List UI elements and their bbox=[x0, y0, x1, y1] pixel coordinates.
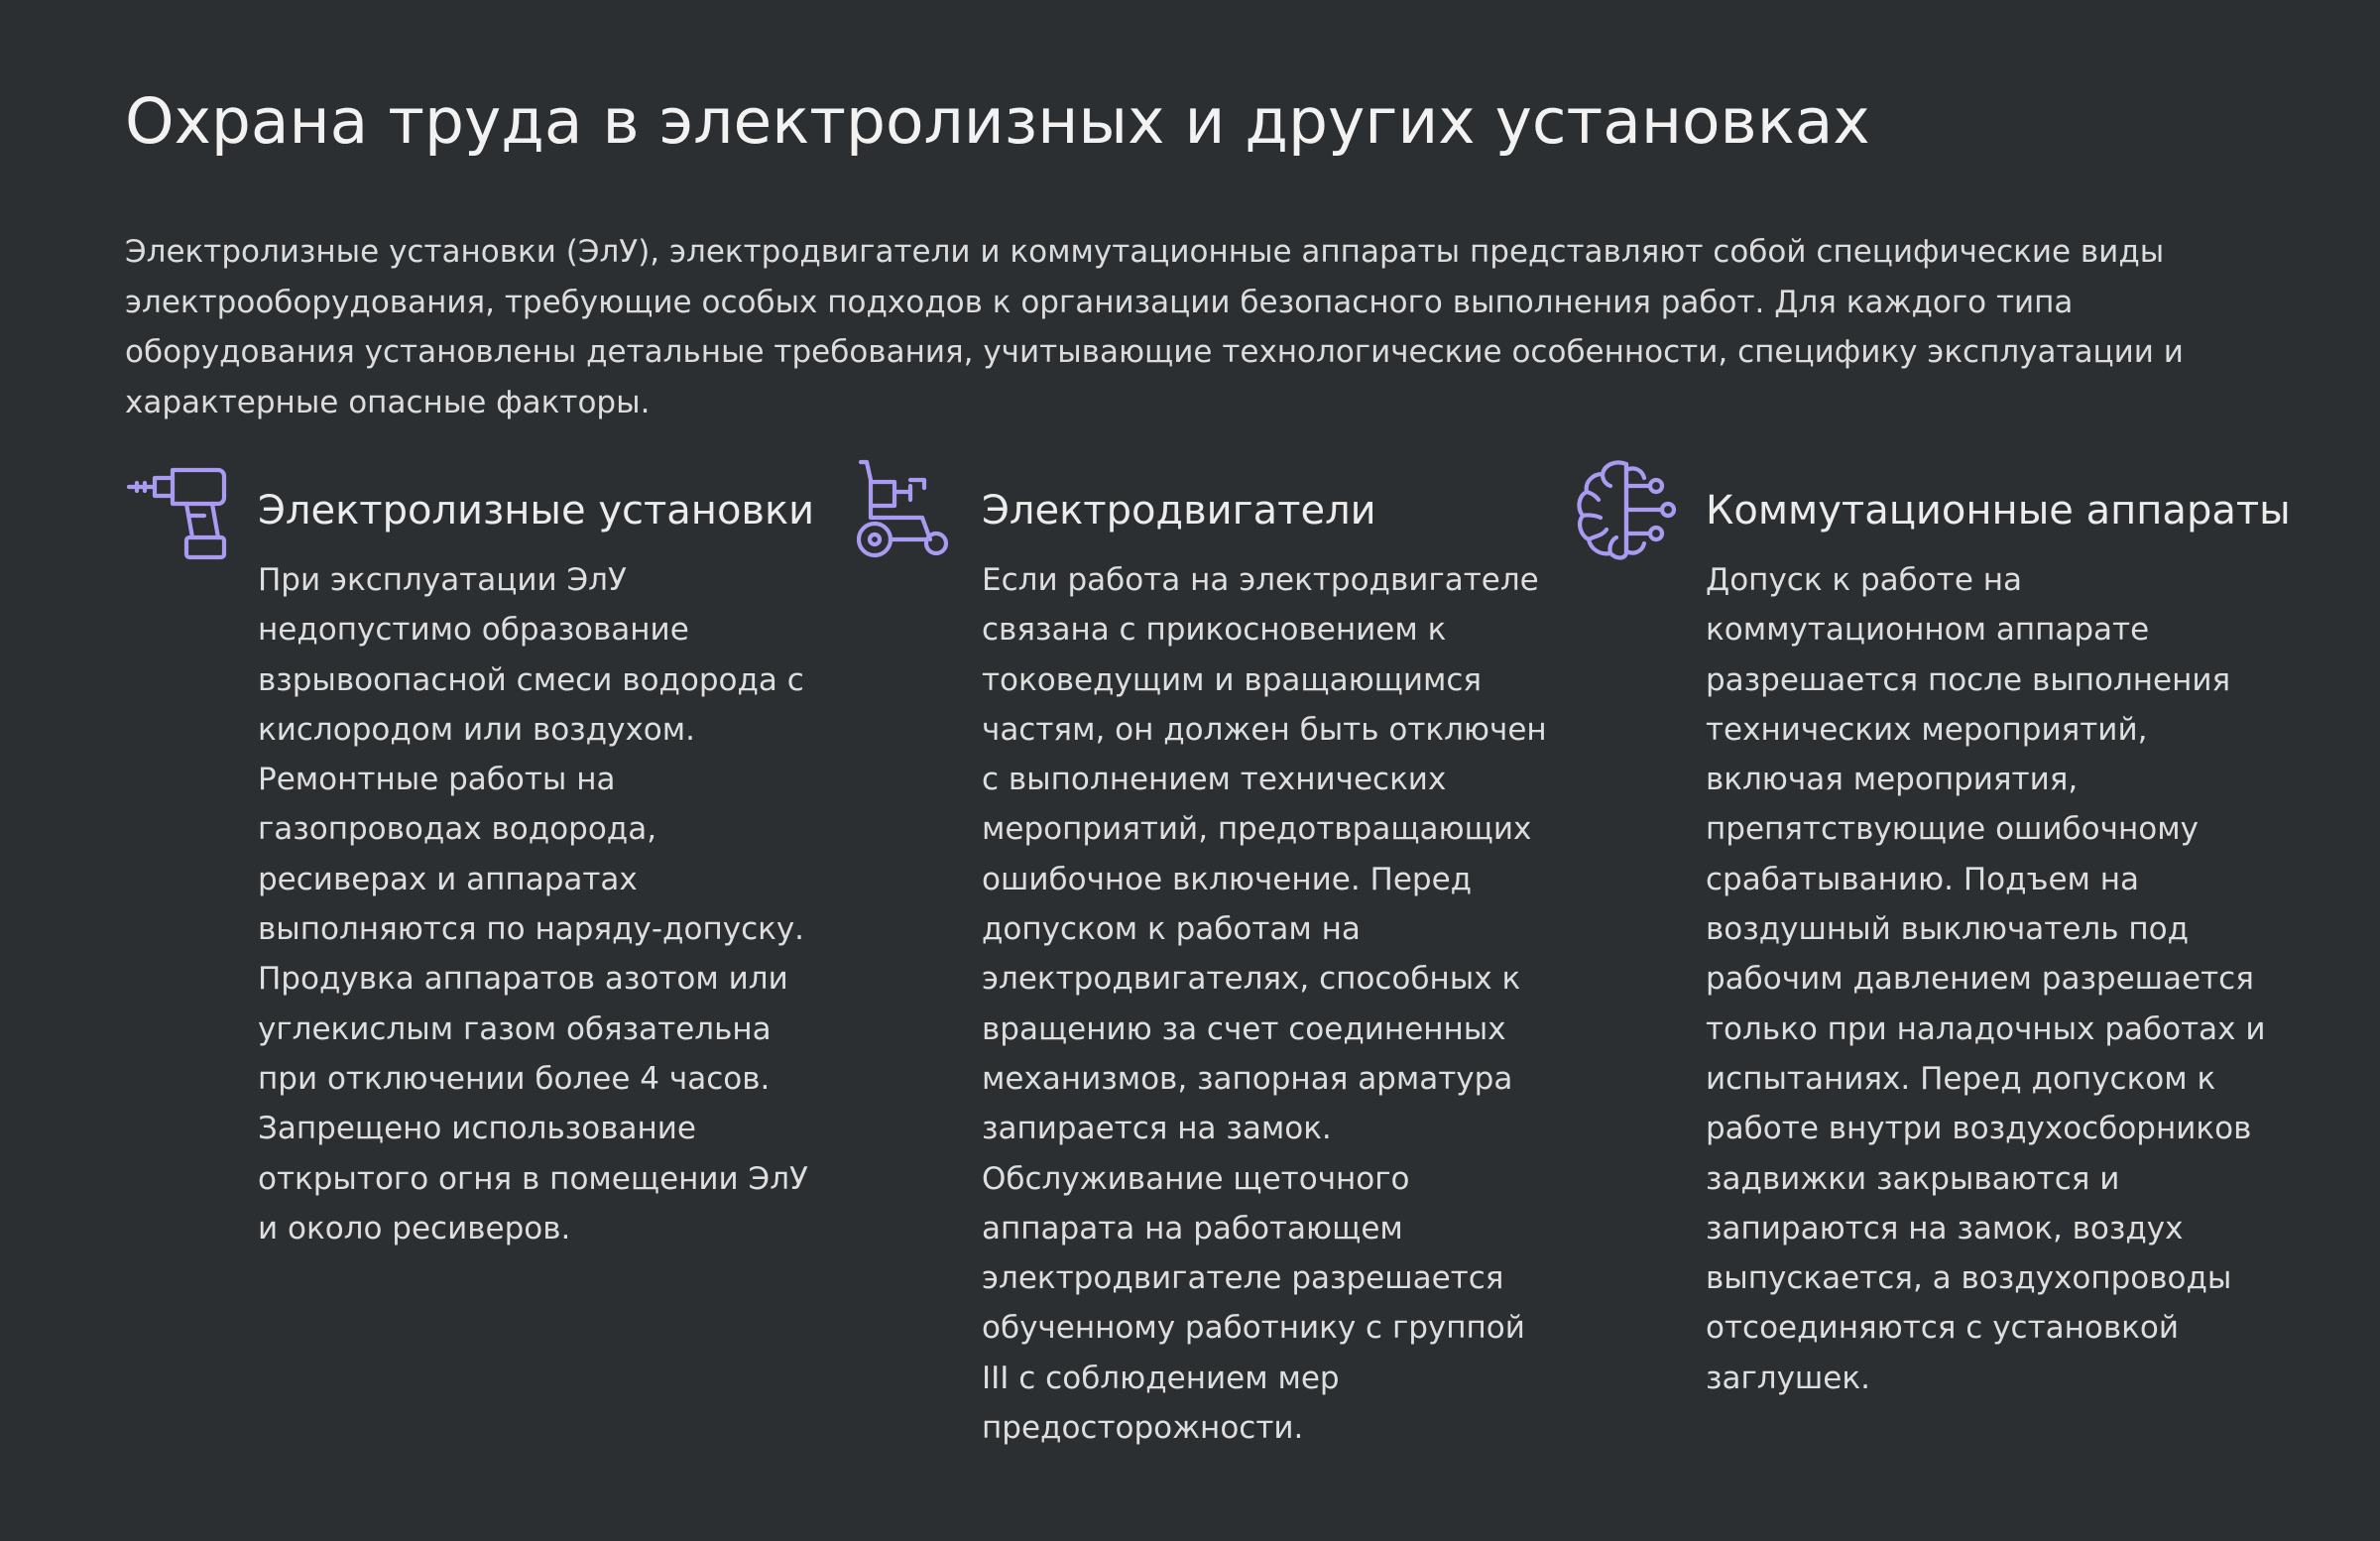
card-text: Если работа на электродвигателе связана с прикосновением к токоведущим и вращающимся частям, он должен быть отключен с выполнением технических мероприятий, предотвращающих ошибочное включение. Перед допуском к работам на электродвигателях, способных к вращению за счет соединенных механизмов, запорная арматура запирается на замок. Обслуживание щеточного аппарата на работающем электродвигателе разрешается обученному работнику с группой III с соблюдением мер предосторожности. bbox=[982, 562, 1547, 1447]
card-text: Допуск к работе на коммутационном аппарате разрешается после выполнения технических мероприятий, включая мероприятия, препятствующие ошибочному срабатыванию. Подъем на воздушный выключатель под рабочим давлением разрешается только при наладочных работах и испытаниях. Перед допуском к работе внутри воздухосборников задвижки закрываются и запираются на замок, воздух выпускается, а воздухопроводы отсоединяются с установкой заглушек. bbox=[1706, 562, 2266, 1396]
card-text: При эксплуатации ЭлУ недопустимо образование взрывоопасной смеси водорода с кислородом или воздухом. Ремонтные работы на газопроводах водорода, ресиверах и аппаратах выполняются по наряду-допуску. Продувка аппаратов азотом или углекислым газом обязательна при отключении более 4 часов. Запрещено использование открытого огня в помещении ЭлУ и около ресиверов. bbox=[258, 562, 808, 1246]
brain-circuit-icon bbox=[1573, 456, 1680, 563]
card-title: Электролизные установки bbox=[258, 488, 815, 533]
intro-paragraph: Электролизные установки (ЭлУ), электродвигатели и коммутационные аппараты представляют собой специфические виды электрооборудования, требующие особых подходов к организации безопасного выполнения работ. Для каждого типа оборудования установлены детальные требования, учитывающие технологические особенности, специфику эксплуатации и характерные опасные факторы. bbox=[125, 234, 2184, 420]
page-title: Охрана труда в электролизных и других установках bbox=[125, 85, 1870, 158]
drill-icon bbox=[125, 456, 232, 563]
wheelchair-icon bbox=[849, 456, 956, 563]
card-title: Электродвигатели bbox=[982, 488, 1376, 533]
card-title: Коммутационные аппараты bbox=[1706, 488, 2291, 533]
